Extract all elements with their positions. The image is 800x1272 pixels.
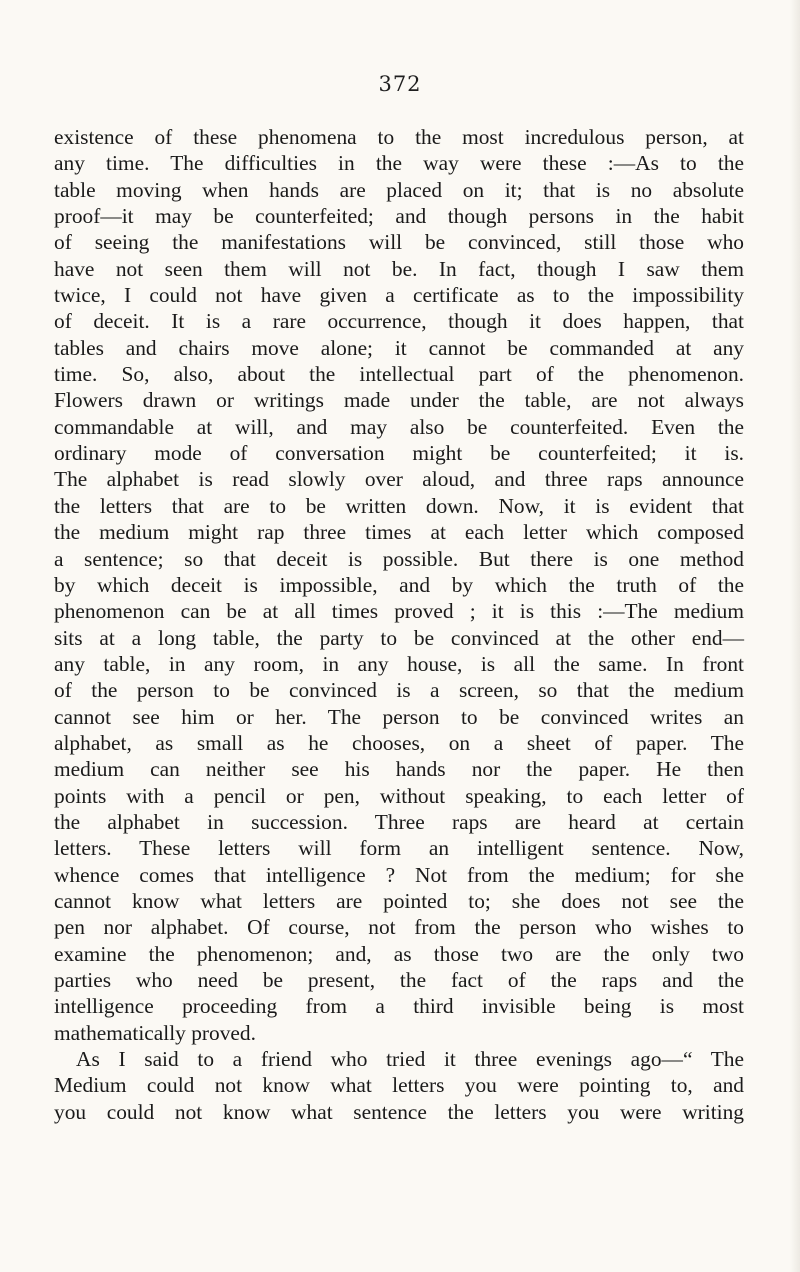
text-line: cannot see him or her. The person to be convinced writes an [54,704,744,729]
text-line: medium can neither see his hands nor the paper. He then [54,757,744,782]
text-line: a sentence; so that deceit is possible. But there is one method [54,546,744,571]
text-line: have not seen them will not be. In fact, though I saw them [54,256,744,281]
text-line: of seeing the manifestations will be convinced, still those who [54,230,744,255]
text-line: time. So, also, about the intellectual part of the phenomenon. [54,362,744,387]
text-line: phenomenon can be at all times proved ; it is this :—The medium [54,599,744,624]
text-line: sits at a long table, the party to be convinced at the other end— [54,625,744,650]
text-line: the letters that are to be written down. Now, it is evident that [54,493,744,518]
paragraph-end-line: mathematically proved. [54,1020,256,1045]
text-line: table moving when hands are placed on it; that is no absolute [54,177,744,202]
text-line: pen nor alphabet. Of course, not from the person who wishes to [54,915,744,940]
text-line: letters. These letters will form an intelligent sentence. Now, [54,836,744,861]
text-line: twice, I could not have given a certificate as to the impossibility [54,283,744,308]
text-line: existence of these phenomena to the most incredulous person, at [54,125,744,149]
text-line: the alphabet in succession. Three raps are heard at certain [54,809,744,834]
text-line: any time. The difficulties in the way were these :—As to the [54,151,744,176]
text-line: Medium could not know what letters you were pointing to, and [54,1073,744,1098]
text-line: of deceit. It is a rare occurrence, though it does happen, that [54,309,744,334]
text-line: whence comes that intelligence ? Not from the medium; for she [54,862,744,887]
text-line: any table, in any room, in any house, is all the same. In front [54,651,744,676]
page-edge-shadow [790,0,800,1272]
paragraph-start-line: As I said to a friend who tried it three evenings ago—“ The [76,1047,744,1072]
text-line: cannot know what letters are pointed to; she does not see the [54,888,744,913]
text-line: alphabet, as small as he chooses, on a sheet of paper. The [54,730,744,755]
text-line: tables and chairs move alone; it cannot be commanded at any [54,335,744,360]
text-line: proof—it may be counterfeited; and though persons in the habit [54,204,744,229]
page-number: 372 [378,72,422,96]
text-line: The alphabet is read slowly over aloud, and three raps announce [54,467,744,492]
text-line: the medium might rap three times at each letter which composed [54,520,744,545]
text-line: ordinary mode of conversation might be counterfeited; it is. [54,441,744,466]
text-line: by which deceit is impossible, and by which the truth of the [54,572,744,597]
body-text [54,124,744,1125]
text-line: points with a pencil or pen, without speaking, to each letter of [54,783,744,808]
text-line: you could not know what sentence the letters you were writing [54,1099,744,1124]
text-line: commandable at will, and may also be counterfeited. Even the [54,414,744,439]
text-line: examine the phenomenon; and, as those two are the only two [54,941,744,966]
text-line: parties who need be present, the fact of the raps and the [54,968,744,992]
text-line: intelligence proceeding from a third invisible being is most [54,994,744,1019]
text-line: Flowers drawn or writings made under the table, are not always [54,388,744,413]
text-line: of the person to be convinced is a screen, so that the medium [54,678,744,703]
